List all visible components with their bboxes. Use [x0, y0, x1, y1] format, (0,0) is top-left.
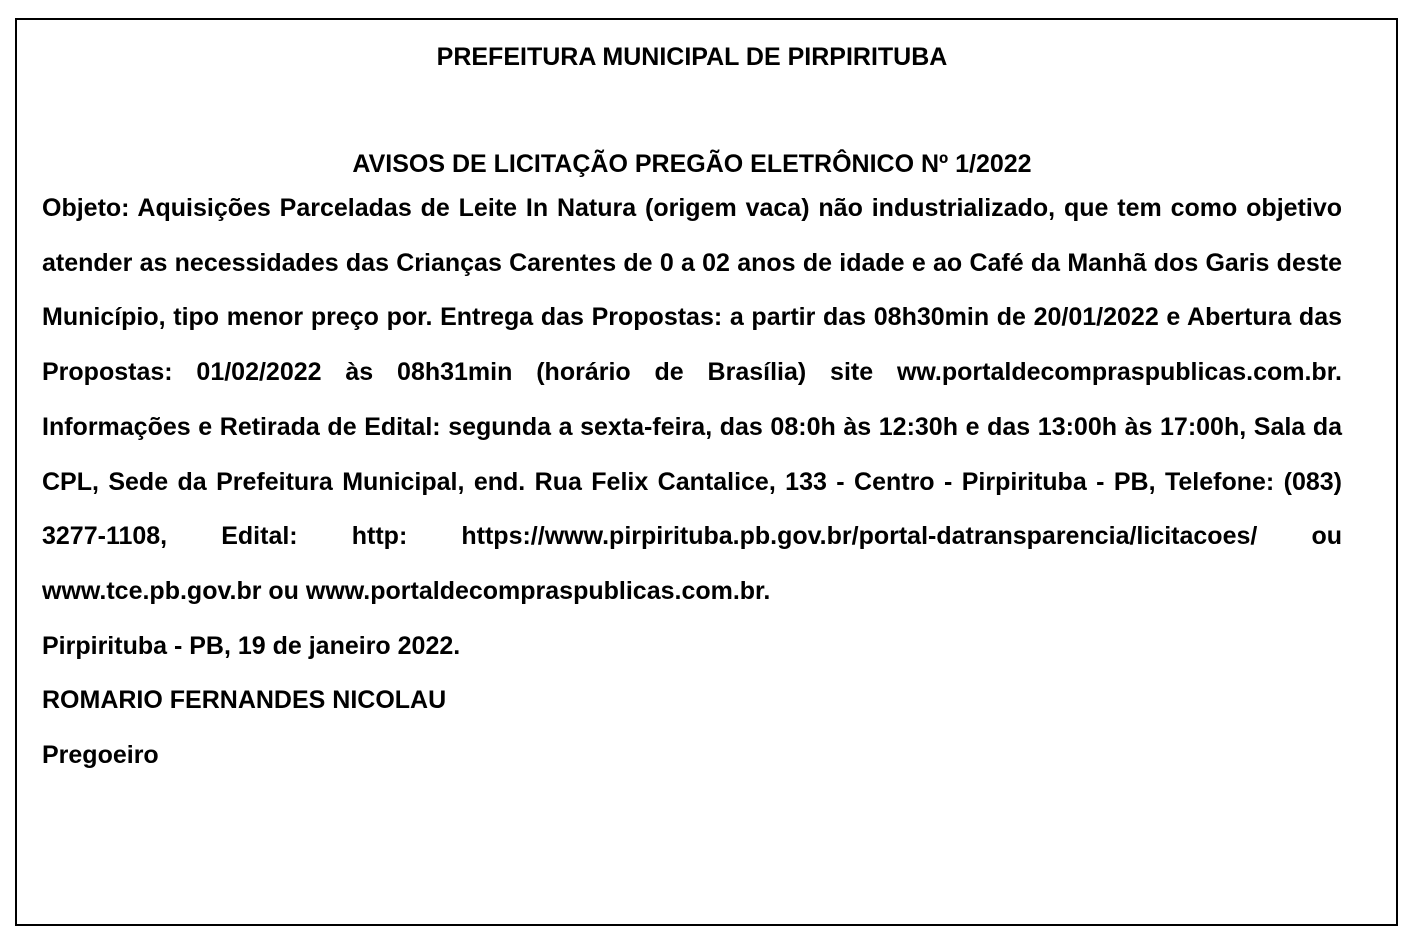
organization-heading: PREFEITURA MUNICIPAL DE PIRPIRITUBA [436, 43, 948, 71]
place-date: Pirpirituba - PB, 19 de janeiro 2022. [42, 631, 461, 660]
signatory-role: Pregoeiro [42, 741, 159, 770]
notice-body: Objeto: Aquisições Parceladas de Leite In Natura (origem vaca) não industrializado, que tem como objetivo atender as necessidades das Crianças Carentes de 0 a 02 anos de idade e ao Café da Manhã dos Garis deste Município, tipo menor preço por. Entrega das Propostas: a partir das 08h30min de 20/01/2022 e Abertura das Propostas: 01/02/2022 às 08h31min (horário de Brasília) site ww.portaldecompraspublicas.com.br. Informações e Retirada de Edital: segunda a sexta-feira, das 08:0h às 12:30h e das 13:00h às 17:00h, Sala da CPL, Sede da Prefeitura Municipal, end. Rua Felix Cantalice, 133 - Centro - Pirpirituba - PB, Telefone: (083) 3277-1108, Edital: http: https://www.pirpirituba.pb.gov.br/portal-datransparencia/licitacoes/ ou www.tce.pb.gov.br ou www.portaldecompraspublicas.com.br. [42, 194, 1342, 605]
notice-title: AVISOS DE LICITAÇÃO PREGÃO ELETRÔNICO Nº 1/2022 [352, 150, 1032, 178]
signatory-name: ROMARIO FERNANDES NICOLAU [42, 686, 447, 715]
notice-content [42, 40, 1342, 783]
